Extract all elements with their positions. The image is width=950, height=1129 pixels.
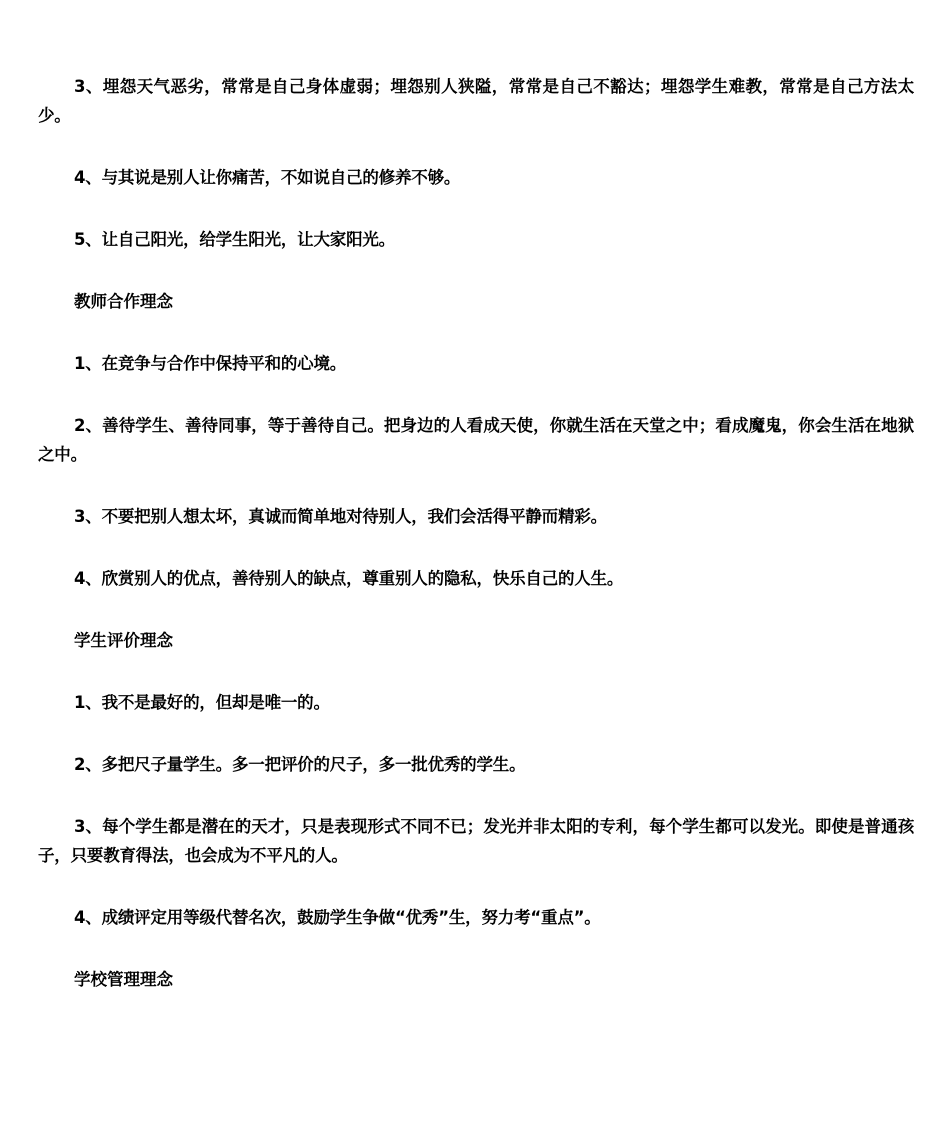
paragraph-item: 3、埋怨天气恶劣，常常是自己身体虚弱；埋怨别人狭隘，常常是自己不豁达；埋怨学生难教，常常是自己方法太少。 — [38, 77, 914, 125]
paragraph-item: 4、与其说是别人让你痛苦，不如说自己的修养不够。 — [74, 168, 461, 187]
paragraph-item: 3、不要把别人想太坏，真诚而简单地对待别人，我们会活得平静而精彩。 — [74, 507, 607, 526]
section-heading: 教师合作理念 — [74, 292, 173, 311]
section-heading: 学校管理理念 — [74, 970, 173, 989]
paragraph-item: 3、每个学生都是潜在的天才，只是表现形式不同不已；发光并非太阳的专利，每个学生都可以发光。即使是普通孩子，只要教育得法，也会成为不平凡的人。 — [38, 817, 914, 865]
paragraph-item: 4、欣赏别人的优点，善待别人的缺点，尊重别人的隐私，快乐自己的人生。 — [74, 569, 624, 588]
document-page — [38, 72, 914, 994]
section-heading: 学生评价理念 — [74, 631, 173, 650]
paragraph-item: 1、在竞争与合作中保持平和的心境。 — [74, 354, 347, 373]
paragraph-item: 1、我不是最好的，但却是唯一的。 — [74, 693, 330, 712]
paragraph-item: 5、让自己阳光，给学生阳光，让大家阳光。 — [74, 230, 395, 249]
paragraph-item: 4、成绩评定用等级代替名次，鼓励学生争做“优秀”生，努力考“重点”。 — [74, 908, 601, 927]
paragraph-item: 2、多把尺子量学生。多一把评价的尺子，多一批优秀的学生。 — [74, 755, 526, 774]
paragraph-item: 2、善待学生、善待同事，等于善待自己。把身边的人看成天使，你就生活在天堂之中；看成魔鬼，你会生活在地狱之中。 — [38, 416, 914, 464]
